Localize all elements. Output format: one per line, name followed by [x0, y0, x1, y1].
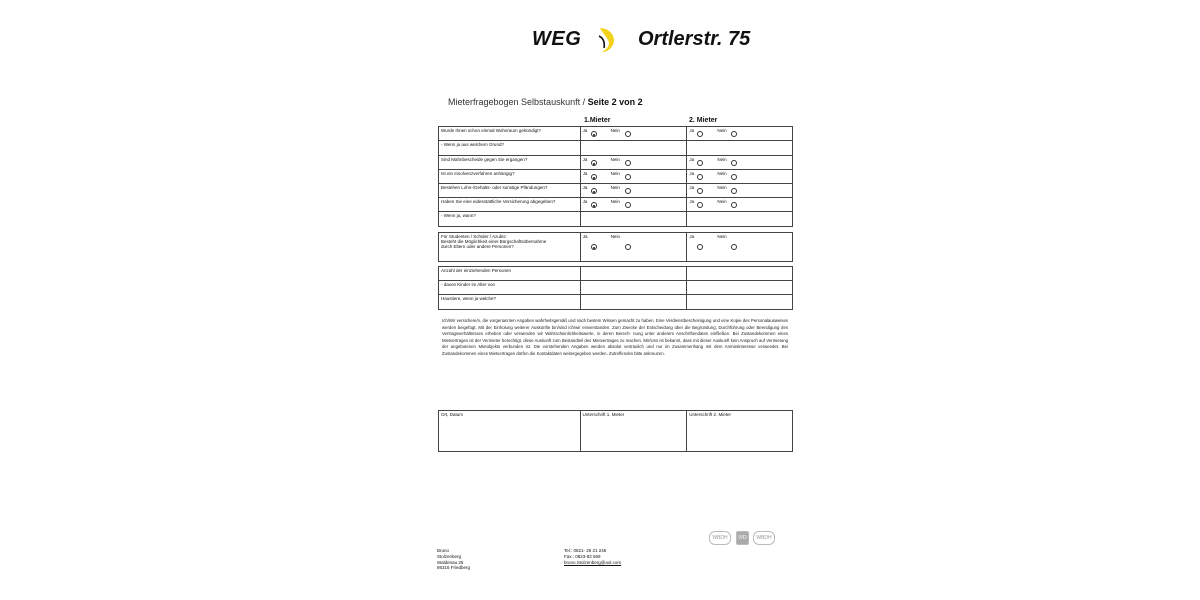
text-answer-t2[interactable]	[687, 295, 793, 310]
yes-radio[interactable]	[697, 202, 703, 208]
answer-cell-t2	[687, 198, 793, 212]
question-line: Besteht die Möglichkeit einer Bürgschaftsübernahme	[441, 239, 547, 244]
no-label: Nein	[610, 157, 620, 162]
yes-label: Ja	[689, 171, 695, 176]
text-answer-t2[interactable]	[687, 267, 793, 281]
answer-cell-t1	[580, 198, 687, 212]
question-line: Für Studenten / Schüler / Azubis:	[441, 234, 507, 239]
yes-label: Ja	[689, 185, 695, 190]
footer-tel: Tel.: 0821- 26 21 245	[564, 548, 607, 553]
question-cell	[439, 233, 581, 262]
answer-cell-t2	[687, 127, 793, 141]
footer-contact	[564, 548, 621, 565]
no-label: Nein	[717, 185, 727, 190]
no-label: Nein	[610, 128, 620, 133]
question-cell: Sind Mahnbescheide gegen Sie ergangen?	[439, 156, 581, 170]
yes-radio[interactable]	[591, 174, 597, 180]
yes-label: Ja	[582, 171, 588, 176]
place-date-field[interactable]	[439, 411, 581, 452]
yes-radio[interactable]	[697, 188, 703, 194]
logo-icon	[596, 26, 618, 54]
question-cell: - davon Kinder im Alter von	[439, 281, 581, 295]
answer-cell-t2	[687, 233, 793, 262]
col-head-tenant1: 1.Mieter	[584, 117, 611, 124]
answer-cell-t1	[580, 156, 687, 170]
yes-label: Ja	[582, 157, 588, 162]
question-cell: - Wenn ja, wann?	[439, 212, 581, 227]
yes-label: Ja	[689, 157, 695, 162]
place-date-label: Ort, Datum	[441, 412, 464, 417]
no-radio[interactable]	[625, 131, 631, 137]
question-cell: Bestehen Lohn-/Gehalts- oder sonstige Pfändungen?	[439, 184, 581, 198]
yes-label: Ja	[582, 128, 588, 133]
no-radio[interactable]	[625, 188, 631, 194]
no-radio[interactable]	[731, 188, 737, 194]
no-label: Nein	[717, 234, 727, 239]
no-label: Nein	[717, 171, 727, 176]
text-answer-t1[interactable]	[580, 212, 687, 227]
header-weg: WEG	[532, 28, 582, 50]
answer-cell-t1	[580, 170, 687, 184]
header-address: Ortlerstr. 75	[638, 28, 751, 50]
questions-table	[438, 126, 793, 227]
question-cell: Ist ein Insolvenzverfahren anhängig?	[439, 170, 581, 184]
footer-fax: Fax.: 0823-82 669	[564, 553, 601, 559]
form-title	[448, 97, 643, 107]
signature-label-t1: Unterschrift 1. Mieter	[582, 412, 625, 417]
answer-cell-t1	[580, 233, 687, 262]
no-label: Nein	[610, 171, 620, 176]
footer-email-link[interactable]: bruno.Stolzenberg@aol.com	[564, 559, 622, 565]
yes-radio[interactable]	[697, 244, 703, 250]
no-radio[interactable]	[625, 202, 631, 208]
no-radio[interactable]	[625, 160, 631, 166]
no-radio[interactable]	[625, 174, 631, 180]
guarantor-table	[438, 232, 793, 262]
signature-table	[438, 410, 793, 452]
question-cell: - Wenn ja aus welchem Grund?	[439, 141, 581, 156]
signature-label-t2: Unterschrift 2. Mieter	[689, 412, 732, 417]
no-label: Nein	[717, 128, 727, 133]
no-radio[interactable]	[625, 244, 631, 250]
question-cell: Anzahl der einziehenden Personen	[439, 267, 581, 281]
text-answer-t2[interactable]	[687, 141, 793, 156]
no-label: Nein	[610, 185, 620, 190]
footer-line: 86316 Friedberg	[437, 565, 471, 571]
yes-label: Ja	[689, 199, 695, 204]
text-answer-t2[interactable]	[687, 212, 793, 227]
yes-radio[interactable]	[591, 244, 597, 250]
no-radio[interactable]	[731, 174, 737, 180]
yes-radio[interactable]	[591, 160, 597, 166]
form-page-indicator: Seite 2 von 2	[587, 97, 643, 107]
text-answer-t1[interactable]	[580, 281, 687, 295]
no-radio[interactable]	[731, 160, 737, 166]
yes-radio[interactable]	[697, 160, 703, 166]
yes-label: Ja	[582, 234, 588, 239]
declaration-text: Ich/Wir versichere/n, die vorgenannten Angaben wahrheitsgemäß und nach bestem Wissen gemacht zu haben. Eine Verdienstbescheinigung und eine Kopie des Personalausweises werden beigefügt. Mit der Einholung weiterer Auskünfte bin/sind ich/wir einverstanden. Zum Zwecke der Entscheidung über die Begründung, Durchführung oder Beendigung des Vertragsverhältnisses erheben oder verwenden wir Wahrscheinlichkeitswerte, in deren Berech- nung unter anderem Anschriftendaten einfließen. Bei Zustandekommen eines Mietvertrages ist der Vermieter berechtigt, diese Auskunft zum Bestandteil des Mietvertrages zu machen. Mir/Uns ist bekannt, dass mit dieser Auskunft kein Anspruch auf Vermietung der angebotenen Mietobjekts verbunden ist. Die vorstehenden Angaben werden absolut vertraulich und nur im Zusammenhang mit dem Anmietinteresse verwendet. Bei Zustandekommen eines Mietvertrages dürfen die Kontaktdaten weitergegeben werden. Zutreffendes bitte ankreuzen.	[442, 318, 788, 356]
text-answer-t1[interactable]	[580, 295, 687, 310]
signature-field-t2[interactable]	[687, 411, 793, 452]
form-title-prefix: Mieterfragebogen Selbstauskunft /	[448, 97, 588, 107]
text-answer-t2[interactable]	[687, 281, 793, 295]
answer-cell-t1	[580, 184, 687, 198]
question-line: durch Eltern oder andere Personen?	[441, 244, 514, 249]
no-label: Nein	[717, 199, 727, 204]
persons-table	[438, 266, 793, 310]
cert-logo-3: WBDH	[753, 531, 775, 545]
col-head-tenant2: 2. Mieter	[689, 117, 718, 124]
yes-radio[interactable]	[591, 131, 597, 137]
yes-radio[interactable]	[591, 202, 597, 208]
question-cell: Haustiere, wenn ja welche?	[439, 295, 581, 310]
answer-cell-t1	[580, 127, 687, 141]
no-radio[interactable]	[731, 202, 737, 208]
answer-cell-t2	[687, 156, 793, 170]
signature-field-t1[interactable]	[580, 411, 687, 452]
no-label: Nein	[717, 157, 727, 162]
answer-cell-t2	[687, 184, 793, 198]
no-label: Nein	[610, 199, 620, 204]
question-cell: Wurde Ihnen schon einmal Wohnraum gekündigt?	[439, 127, 581, 141]
footer-line: Stolzenberg	[437, 553, 462, 559]
text-answer-t1[interactable]	[580, 267, 687, 281]
question-cell: Haben Sie eine eidesstattliche Versicherung abgegeben?	[439, 198, 581, 212]
no-radio[interactable]	[731, 244, 737, 250]
yes-label: Ja	[689, 234, 695, 239]
answer-cell-t2	[687, 170, 793, 184]
yes-radio[interactable]	[697, 174, 703, 180]
yes-radio[interactable]	[697, 131, 703, 137]
footer-line: Bruno	[437, 548, 450, 553]
yes-label: Ja	[582, 185, 588, 190]
cert-logo-1: WBDH	[709, 531, 731, 545]
footer-address	[437, 548, 470, 571]
yes-radio[interactable]	[591, 188, 597, 194]
footer-line: Waldenau 25	[437, 559, 464, 565]
no-label: Nein	[610, 234, 620, 239]
yes-label: Ja	[582, 199, 588, 204]
text-answer-t1[interactable]	[580, 141, 687, 156]
yes-label: Ja	[689, 128, 695, 133]
no-radio[interactable]	[731, 131, 737, 137]
cert-logo-2: IVD	[736, 531, 749, 545]
